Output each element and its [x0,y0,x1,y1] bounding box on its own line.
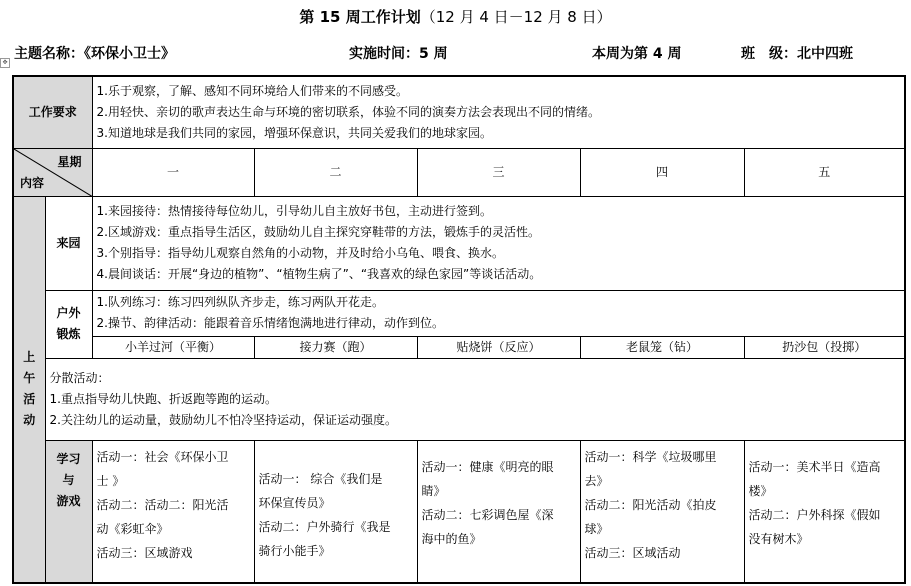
class-name: 班 级：北中四班 [741,46,853,62]
day-header-tue: 二 [254,148,417,196]
outdoor-item: 1.队列练习：练习四列纵队齐步走，练习两队开花走。 [96,295,384,309]
outdoor-label: 户外锻炼 [45,290,92,358]
arrival-item: 1.来园接待：热情接待每位幼儿，引导幼儿自主放好书包，主动进行签到。 [96,204,492,218]
game-tue: 接力赛（跑） [254,336,417,358]
study-play-label: 学习 与 游戏 [45,440,92,583]
requirements-content [92,76,905,148]
study-fri: 活动一：美术半日《造高 楼》 活动二：户外科探《假如 没有树木》 [744,440,905,583]
study-wed: 活动一：健康《明亮的眼 睛》 活动二：七彩调色屋《深 海中的鱼》 [417,440,580,583]
outdoor-row [13,290,905,336]
requirements-label: 工作要求 [13,76,92,148]
arrival-item: 4.晨间谈话：开展“身边的植物”、“植物生病了”、“我喜欢的绿色家园”等谈话活动。 [96,267,542,281]
arrival-content [92,196,905,290]
day-header-wed: 三 [417,148,580,196]
game-thu: 老鼠笼（钻） [580,336,744,358]
day-header-fri: 五 [744,148,905,196]
arrival-row [13,196,905,290]
corner-header [13,148,92,196]
study-play-row [13,440,905,583]
outdoor-games-row [13,336,905,358]
table-move-handle-icon[interactable]: ✥ [0,58,10,68]
requirement-item: 1.乐于观察，了解、感知不同环境给人们带来的不同感受。 [96,83,408,98]
corner-weekday-label: 星期 [57,154,82,169]
game-mon: 小羊过河（平衡） [92,336,254,358]
day-header-mon: 一 [92,148,254,196]
game-wed: 贴烧饼（反应） [417,336,580,358]
scatter-activity-content [45,358,905,440]
arrival-item: 3.个别指导：指导幼儿观察自然角的小动物，并及时给小乌龟、喂食、换水。 [96,246,504,260]
scatter-item: 1.重点指导幼儿快跑、折返跑等跑的运动。 [49,391,277,406]
requirement-item: 3.知道地球是我们共同的家园，增强环保意识，共同关爱我们的地球家园。 [96,125,492,140]
title-text: 第 15 周工作计划 [299,8,421,26]
weekly-plan-table [12,75,906,584]
scatter-activity-row [13,358,905,440]
study-mon: 活动一：社会《环保小卫 士 》 活动二：活动二：阳光活 动《彩虹伞》 活动三：区域游戏 [92,440,254,583]
scatter-item: 2.关注幼儿的运动量，鼓励幼儿不怕冷坚持运动，保证运动强度。 [49,412,397,427]
scatter-item: 分散活动： [49,370,110,385]
morning-activities-label: 上 午 活 动 [13,196,45,583]
title-dates: （12 月 4 日－12 月 8 日） [420,8,612,26]
weekday-header-row [13,148,905,196]
day-header-thu: 四 [580,148,744,196]
corner-content-label: 内容 [20,175,45,190]
current-week: 本周为第 4 周 [592,46,682,62]
requirements-row [13,76,905,148]
arrival-item: 2.区域游戏：重点指导生活区，鼓励幼儿自主探究穿鞋带的方法，锻炼手的灵活性。 [96,225,540,239]
page-title [0,6,911,27]
outdoor-content [92,290,905,336]
game-fri: 扔沙包（投掷） [744,336,905,358]
arrival-label: 来园 [45,196,92,290]
outdoor-item: 2.操节、韵律活动：能跟着音乐情绪饱满地进行律动，动作到位。 [96,316,444,330]
theme-name: 主题名称：《环保小卫士》 [14,46,175,62]
study-tue: 活动一： 综合《我们是 环保宣传员》 活动二：户外骑行《我是 骑行小能手》 [254,440,417,583]
requirement-item: 2.用轻快、亲切的歌声表达生命与环境的密切联系，体验不同的演奏方法会表现出不同的情绪。 [96,104,600,119]
implementation-time: 实施时间：5 周 [349,46,448,62]
study-thu: 活动一：科学《垃圾哪里 去》 活动二：阳光活动《拍皮 球》 活动三：区域活动 [580,440,744,583]
